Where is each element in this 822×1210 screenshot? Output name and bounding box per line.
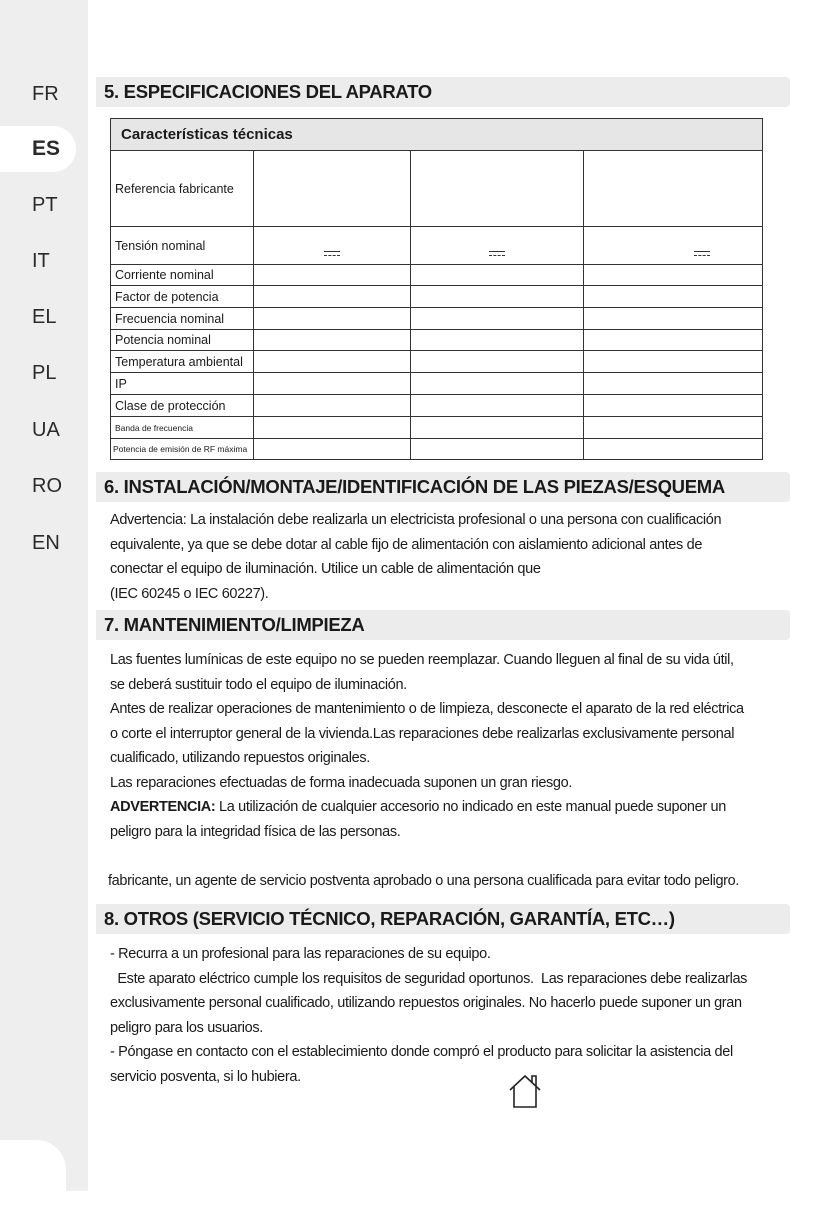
dc-symbol-icon [324,251,340,257]
lang-label: PT [32,194,58,216]
lang-label: UA [32,419,60,441]
section-8-body [110,942,760,1089]
language-sidebar [0,0,88,1191]
text-line: Las reparaciones efectuadas de forma inadecuada suponen un gran riesgo. [110,774,573,791]
text-line: servicio posventa, si lo hubiera. [110,1068,301,1085]
row-label: IP [111,373,254,395]
dc-symbol-icon [694,251,710,257]
table-row [111,227,763,265]
specs-table-caption: Características técnicas [111,119,763,151]
row-label: Factor de potencia [111,286,254,308]
value-cell [411,227,584,265]
text-line: - Recurra a un profesional para las reparaciones de su equipo. [110,946,491,962]
table-row [111,286,763,308]
table-row [111,395,763,417]
warning-label: ADVERTENCIA: [110,799,216,815]
lang-label: RO [32,475,62,497]
text-line: Advertencia: La instalación debe realizarla un electricista profesional o una persona con cualificación [110,512,722,528]
value-cell [254,265,411,286]
table-row [111,439,763,460]
value-cell [411,373,584,395]
text-line: se deberá sustituir todo el equipo de iluminación. [110,676,407,693]
value-cell [584,351,763,373]
table-row [111,265,763,286]
lang-label: EL [32,306,57,328]
value-cell [411,151,584,227]
value-cell [254,330,411,351]
value-cell [584,439,763,460]
lang-label: FR [32,83,59,105]
value-cell [254,227,411,265]
text-line: exclusivamente personal cualificado, utilizando repuestos originales. No hacerlo puede suponer un gran [110,995,742,1011]
table-row [111,417,763,439]
dc-symbol-icon [489,251,505,257]
row-label: Clase de protección [111,395,254,417]
warning-text: La utilización de cualquier accesorio no indicado en este manual puede suponer un [215,799,726,815]
table-row [111,351,763,373]
value-cell [254,395,411,417]
text-line: (IEC 60245 o IEC 60227). [110,585,269,602]
value-cell [411,351,584,373]
value-cell [584,151,763,227]
value-cell [584,395,763,417]
text-line: - Póngase en contacto con el establecimiento donde compró el producto para solicitar la asistencia del [110,1044,733,1060]
row-label: Tensión nominal [111,227,254,265]
section-7-heading: 7. MANTENIMIENTO/LIMPIEZA [96,610,790,640]
value-cell [254,308,411,330]
specs-table [110,118,763,460]
value-cell [584,417,763,439]
row-label: Potencia nominal [111,330,254,351]
text-line: fabricante, un agente de servicio postventa aprobado o una persona cualificada para evitar todo peligro. [108,872,740,889]
value-cell [584,330,763,351]
value-cell [411,308,584,330]
warning-line [110,795,760,820]
text-line: Este aparato eléctrico cumple los requisitos de seguridad oportunos. Las reparaciones debe realizarlas [110,970,748,987]
value-cell [254,151,411,227]
value-cell [584,265,763,286]
row-label: Banda de frecuencia [111,417,254,439]
value-cell [254,439,411,460]
home-icon[interactable] [507,1073,543,1109]
row-label: Potencia de emisión de RF máxima [111,439,254,460]
text-line: equivalente, ya que se debe dotar al cable fijo de alimentación con aislamiento adicional antes de [110,536,703,553]
lang-tab-es[interactable] [0,126,76,172]
sidebar-bottom-tab [0,1140,66,1210]
value-cell [411,286,584,308]
table-row [111,308,763,330]
value-cell [254,373,411,395]
text-line: peligro para la integridad física de las personas. [110,823,401,840]
table-row [111,373,763,395]
lang-label: PL [32,362,57,384]
row-label: Corriente nominal [111,265,254,286]
text-line: conectar el equipo de iluminación. Utilice un cable de alimentación que [110,561,541,577]
text-line: peligro para los usuarios. [110,1019,263,1036]
row-label: Referencia fabricante [111,151,254,227]
value-cell [411,417,584,439]
table-row [111,330,763,351]
row-label: Frecuencia nominal [111,308,254,330]
text-line: Las fuentes lumínicas de este equipo no se pueden reemplazar. Cuando lleguen al final de su vida útil, [110,652,734,668]
value-cell [584,227,763,265]
lang-label: EN [32,532,60,554]
section-5-heading: 5. ESPECIFICACIONES DEL APARATO [96,77,790,107]
section-6-heading: 6. INSTALACIÓN/MONTAJE/IDENTIFICACIÓN DE LAS PIEZAS/ESQUEMA [96,472,790,502]
value-cell [584,286,763,308]
lang-label: ES [32,137,61,160]
value-cell [584,308,763,330]
section-6-body [110,508,760,606]
blank-line [110,844,760,869]
value-cell [254,351,411,373]
lang-label: IT [32,250,50,272]
value-cell [411,265,584,286]
value-cell [584,373,763,395]
text-line: Antes de realizar operaciones de mantenimiento o de limpieza, desconecte el aparato de la red eléctrica [110,701,744,717]
value-cell [411,439,584,460]
section-7-body [110,648,760,893]
table-row [111,151,763,227]
section-8-heading: 8. OTROS (SERVICIO TÉCNICO, REPARACIÓN, GARANTÍA, ETC…) [96,904,790,934]
value-cell [254,286,411,308]
text-line: cualificado, utilizando repuestos originales. [110,750,370,766]
value-cell [411,395,584,417]
row-label: Temperatura ambiental [111,351,254,373]
value-cell [411,330,584,351]
text-line: o corte el interruptor general de la vivienda.Las reparaciones debe realizarlas exclusivamente personal [110,725,735,742]
value-cell [254,417,411,439]
